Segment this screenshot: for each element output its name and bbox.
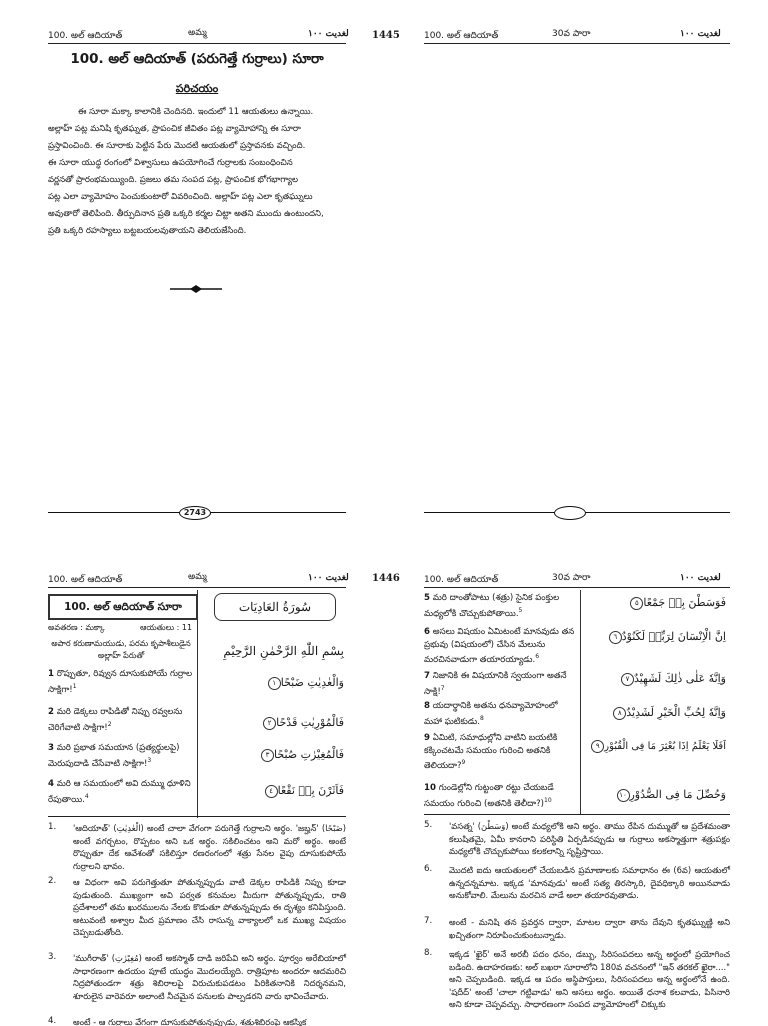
verse-text: రొప్పుతూ, రివ్వున దూసుకుపోయే గుర్రాల సాక్షిగా! xyxy=(48,669,193,695)
footnote xyxy=(48,1016,346,1026)
footnote xyxy=(424,820,730,868)
footnote xyxy=(424,948,730,1024)
column-divider xyxy=(197,590,198,818)
footnote-ref: 1 xyxy=(72,682,77,690)
footnote-number: 2. xyxy=(48,876,57,886)
verse-number: 2 xyxy=(48,707,54,717)
arabic-verse-text: فَالْمُوْرِيٰتِ قَدْحًا xyxy=(276,716,344,729)
footnote-ref: 8 xyxy=(479,714,484,722)
verse-arabic xyxy=(206,748,344,762)
page-bottom-left xyxy=(0,520,400,1026)
verse-row xyxy=(48,668,194,696)
running-header-left: 100. అల్ ఆదియాత్ xyxy=(48,575,123,585)
arabic-verse-text: اِنَّ الْاِنْسَانَ لِرَبِّهٖ لَكَنُوْدٌ xyxy=(621,630,726,643)
footnote xyxy=(48,952,346,1014)
intro-line: అల్లాహ్ పట్ల మనిషి కృతఘ్నత, ప్రాపంచిక జీవితం పట్ల వ్యామోహాన్ని ఈ సూరా xyxy=(48,124,301,134)
verse-row xyxy=(424,782,576,810)
arabic-verse-text: وَحُصِّلَ مَا فِى الصُّدُوْرِ xyxy=(629,788,726,801)
intro-line: ఈ సూరా మక్కా కాలానికి చెందినది. ఇందులో 11 ఆయతులు ఉన్నాయి. xyxy=(78,107,314,117)
footnote-number: 6. xyxy=(424,864,433,874)
sura-title: 100. అల్ ఆదియాత్ సూరా xyxy=(64,601,182,613)
footnote-text: ఇక్కడ 'ఖైర్' అనే అరబీ పదం ధనం, డబ్బు, సిరిసంపదలు అన్న అర్థంలో ప్రయోగించ బడింది. ఉదాహరణకు: అల్ బఖరా సూరాలోని 180వ వచనంలో "ఇన్ తరకల్ ఖైరా...." అని చెప్పబడింది. ఇక్కడ ఆ పదం అస్థిపాస్తులు, సిరిసంపదలు అన్న అర్థంలోనే ఉంది. 'షదీద్' అంటే 'చాలా గట్టివాడు' అని అసలు అర్థం. అయితే ధనాశ కలవాడు, పిసినారి అని కూడా చెప్పవచ్చు. సాధారణంగా సంపద వ్యామోహంలో చిక్కుకు xyxy=(449,949,730,1010)
running-header-mid: 30వ పారా xyxy=(552,573,591,583)
footnote-ref: 5 xyxy=(518,606,523,614)
footnote xyxy=(48,876,346,952)
arabic-verse-text: وَاِنَّهٗ عَلٰى ذٰلِكَ لَشَهِيْدٌ xyxy=(633,672,726,685)
verse-arabic xyxy=(586,788,726,802)
verse-text: యదార్థానికి అతను ధనవ్యామోహంలో మహా ఘటికుడు. xyxy=(424,701,558,727)
arabic-verse-text: فَوَسَطْنَ بِهٖ جَمْعًا xyxy=(643,596,726,609)
running-header-arabic: لغدیت ۱۰۰ xyxy=(680,573,721,583)
verse-text: మరి దాంతోపాటు (శత్రు) సైనిక పంక్తుల మధ్యలోకి చొచ్చుకుపోతాయి. xyxy=(424,593,560,619)
verse-number: 8 xyxy=(424,701,430,711)
verse-number: 1 xyxy=(48,669,54,679)
running-header-left: 100. అల్ ఆదియాత్ xyxy=(424,575,499,585)
footnote-number: 7. xyxy=(424,916,433,926)
ayah-number-marker: ٨ xyxy=(613,707,626,720)
footnote-number: 1. xyxy=(48,822,57,832)
verse-text: ఏమిటి, సమాధుల్లోని వాటిని బయటికి కక్కించటమే సమయం గురించి అతనికి తెలియదా? xyxy=(424,733,558,771)
ayah-number-marker: ٦ xyxy=(609,631,622,644)
footnote-ref: 7 xyxy=(440,684,445,692)
header-rule xyxy=(424,43,730,44)
running-header-mid: అమ్మ xyxy=(188,28,207,38)
ornament-divider-icon xyxy=(170,284,222,294)
verse-text: నిజానికి ఈ విషయానికి స్వయంగా అతనే సాక్షి! xyxy=(424,671,567,697)
verse-text: మరి డెక్కలు రాపిడితో నిప్పు రవ్వలను చెరిగేవాటి సాక్షిగా! xyxy=(48,707,183,733)
footnote-text: మొదటి ఐదు ఆయతులలో చేయబడిన ప్రమాణాలకు సమాధానం ఈ (6వ) ఆయతులో ఉన్నదన్నమాట. ఇక్కడ 'మానవుడు' అంటే సత్య తిరస్కారి, దైవధిక్కారి అయినవాడు అనుకోవాలి. మేలును మరచిన వాడే అలా తయారవుతాడు. xyxy=(449,865,730,901)
verse-row xyxy=(48,706,194,734)
footnote-text: 'ముగీరాత్' (مُغِيْرٰتِ) అంటే అకస్మాత్ దాడి జరిపేవి అని అర్థం. పూర్వం అరేబియాలో సాధారణంగా ఉదయం పూటే యుద్ధం మొదలయ్యేది. రాత్రిపూట అందరూ ఆదమరిచి నిద్రపోతుండగా శత్రు శిబిరాలపై విరుచుకుపడటం పిరికితనానికి నిదర్శనమని, శూరులైన వారెవరూ అలాంటి నీచమైన పనులకు పాల్పడరని వారు భావించేవారు. xyxy=(73,953,346,1001)
verse-arabic xyxy=(206,716,344,730)
sura-title-box xyxy=(48,594,198,620)
ayah-number-marker: ٧ xyxy=(621,673,634,686)
ayah-number-marker: ٤ xyxy=(265,785,278,798)
intro-line: ప్రస్తావించింది. ఈ సూరాకు పెట్టిన పేరు మొదటి ఆయతులో ప్రస్తావనకు వచ్చింది. xyxy=(48,141,306,151)
bismillah-arabic: بِسْمِ اللّٰهِ الرَّحْمٰنِ الرَّحِيْمِ xyxy=(223,644,344,658)
verse-row xyxy=(424,700,576,728)
header-rule xyxy=(424,587,730,588)
running-header-arabic: لغدیت ۱۰۰ xyxy=(308,573,349,583)
footer-page-oval xyxy=(179,506,211,520)
running-header-mid: 30వ పారా xyxy=(552,29,591,39)
arabic-verse-text: وَالْعٰدِيٰتِ ضَبْحًا xyxy=(280,676,344,689)
verse-text: అసలు విషయం ఏమిటంటే మానవుడు తన ప్రభువు (విషయంలో) చేసిన మేలును మరచినవాడుగా తయారయ్యాడు. xyxy=(424,627,575,665)
footnote-ref: 10 xyxy=(544,796,552,804)
verse-row xyxy=(424,670,576,698)
footnote-ref: 9 xyxy=(461,759,466,766)
footnote-ref: 2 xyxy=(107,720,112,728)
verse-text: మరి ప్రభాత సమయాన (ప్రత్యర్థులపై) మెరుపుదాడి చేసేవాటి సాక్షిగా! xyxy=(48,743,180,769)
verse-row xyxy=(48,742,194,770)
arabic-verse-text: اَفَلَا يَعْلَمُ اِذَا بُعْثِرَ مَا فِى الْقُبُوْرِ xyxy=(604,741,726,752)
verse-row xyxy=(424,592,576,620)
verse-arabic xyxy=(586,706,726,720)
footer-page-number: 2743 xyxy=(183,508,207,517)
footer-page-oval xyxy=(554,506,586,520)
page-top-left xyxy=(0,0,400,520)
header-rule xyxy=(48,43,346,44)
footnote-number: 8. xyxy=(424,948,433,958)
intro-line: పట్ల ఎలా వ్యామోహం పెంచుకుంటారో వివరించింది. అల్లాహ్ పట్ల ఎలా కృతఘ్నులు xyxy=(48,192,313,202)
arabic-verse-text: فَالْمُغِيْرٰتِ صُبْحًا xyxy=(274,748,344,761)
arabic-verse-text: وَاِنَّهٗ لِحُبِّ الْخَيْرِ لَشَدِيْدٌ xyxy=(626,706,726,719)
footnote-text: 'వసత్న' (وَسَطْنَ) అంటే మధ్యలోకి అని అర్థం. తాము రేపిన దుమ్ముతో ఆ ప్రదేశమంతా కలుషితమై, ఏమీ కానరాని పరిస్థితి ఏర్పడినప్పుడు ఆ గుర్రాలు అకస్మాత్తుగా శత్రుపక్షం మధ్యలోకి చొచ్చుకుపోయి కలకలాన్ని సృష్టిస్తాయి. xyxy=(449,821,730,857)
ayah-number-marker: ١٠ xyxy=(617,789,630,802)
verse-number: 3 xyxy=(48,743,54,753)
verse-number: 4 xyxy=(48,779,54,789)
verse-row xyxy=(424,626,576,666)
ayah-number-marker: ١ xyxy=(268,677,281,690)
verse-text: మరి ఆ సమయంలో అవి దుమ్ము ధూళిని రేపుతాయి. xyxy=(48,779,191,805)
running-header-arabic: لغدیت ۱۰۰ xyxy=(308,29,349,39)
verses-count: ఆయతులు : 11 xyxy=(140,623,193,632)
verse-arabic xyxy=(586,740,726,753)
footnote-ref: 4 xyxy=(84,792,89,800)
ayah-number-marker: ٥ xyxy=(630,597,643,610)
footnote-ref: 6 xyxy=(535,653,540,660)
header-rule xyxy=(48,587,346,588)
verse-number: 6 xyxy=(424,627,430,637)
bismillah-telugu: అపార కరుణామయుడు, పరమ కృపాశీలుడైన అల్లాహ్ పేరుతో xyxy=(51,639,191,660)
intro-line: ఈ సూరా యుద్ధ రంగంలో విశ్వాసులు ఉపయోగించే గుర్రాలకు సంబంధించిన xyxy=(48,158,293,168)
intro-line: ప్రతి ఒక్కరి రహస్యాలు బట్టబయలవుతాయని తెలియజేసింది. xyxy=(48,226,247,236)
ayah-number-marker: ٣ xyxy=(261,749,274,762)
intro-line: వర్ణనతో ప్రారంభమయ్యింది. ప్రజలు తమ సంపద పట్ల, ప్రాపంచిక భోగభాగ్యాల xyxy=(48,175,299,185)
footnote-rule xyxy=(48,816,346,817)
footnote-number: 5. xyxy=(424,820,433,830)
running-header-left: 100. అల్ ఆదియాత్ xyxy=(48,31,123,41)
verse-row xyxy=(48,778,194,806)
verse-row xyxy=(424,732,576,772)
page-top-right xyxy=(384,0,768,520)
footnote-text: 'ఆదియాత్' (الْعٰدِيٰتِ) అంటే చాలా వేగంగా పరుగెత్తే గుర్రాలని అర్థం. 'జబ్హన్' (ضَبْحًا) అంటే వగర్చటం, రొప్పటం అని ఒక అర్థం. సకిలించటం అని మరో అర్థం. అంటే రొప్పుతూ దేక ఆవేశంతో సకిలిస్తూ రణరంగంలో శత్రు సేనల వైపు దూసుకుపోయే గుర్రాలని భావం. xyxy=(73,823,346,871)
sura-arabic-title-box xyxy=(214,593,336,621)
page-number: 1445 xyxy=(372,30,400,41)
verse-arabic xyxy=(586,596,726,610)
intro-heading: పరిచయం xyxy=(175,82,219,95)
footnote-text: అంటే - మనిషి తన ప్రవర్తన ద్వారా, మాటల ద్వారా తాను దేవుని కృతఘ్నుణ్ణి అని ఖచ్చితంగా నిరూపించుకుంటున్నాడు. xyxy=(449,917,730,940)
footnote-text: ఆ విధంగా అవి పరుగెత్తుతూ పోతున్నప్పుడు వాటి డెక్కల రాపిడికి నిప్పు కూడా పుడుతుంది. ముఖ్యంగా అవి పర్వత కనుమల మీదుగా పోతున్నప్పుడు, రాతి ప్రదేశాలలో తమ ఖురములను నేలకు కొడుతూ పోతున్నప్పుడు ఈ దృశ్యం కనిపిస్తుంది. అటువంటి అశ్వాల మీద ప్రమాణం చేసి రాసున్న వాక్యాలలో ఒక ముఖ్య విషయం చెప్పబడుతోంది. xyxy=(73,877,346,938)
footnote-number: 3. xyxy=(48,952,57,962)
verse-arabic xyxy=(586,630,726,644)
footnote-text: అంటే - ఆ గుర్రాలు వేగంగా దూసుకుపోతున్నప్పుడు, శత్రుశిబిరంపై ఆకస్మిక xyxy=(73,1017,307,1026)
verse-arabic xyxy=(206,784,344,798)
footnote-rule xyxy=(424,814,730,815)
footnote xyxy=(48,822,346,882)
verse-text: గుండెల్లోని గుట్టంతా రట్టు చేయబడే సమయం గురించి (అతనికి తెలీదా?) xyxy=(424,783,554,809)
footnote xyxy=(424,916,730,946)
verse-arabic xyxy=(586,672,726,686)
column-divider xyxy=(580,590,581,814)
intro-line: అవుతారో తెలిపింది. తీర్పుదినాన ప్రతి ఒక్కరి కర్మల చిట్టా అతని ముందు ఉంటుందని, xyxy=(48,209,324,219)
verse-arabic xyxy=(206,676,344,690)
intro-paragraph xyxy=(48,104,346,240)
verse-number: 7 xyxy=(424,671,430,681)
page-bottom-right xyxy=(384,520,768,1024)
footnote-ref: 3 xyxy=(147,756,152,764)
ayah-number-marker: ٩ xyxy=(591,740,604,753)
footnote-number: 4. xyxy=(48,1016,57,1026)
revelation-info: అవతరణ : మక్కా xyxy=(48,623,105,632)
sura-title: 100. అల్ ఆదియాత్ (పరుగెత్తే గుర్రాలు) సూరా xyxy=(70,51,324,67)
running-header-mid: అమ్మ xyxy=(188,572,207,582)
ayah-number-marker: ٢ xyxy=(263,717,276,730)
verse-number: 9 xyxy=(424,733,430,743)
sura-arabic-title: سُورَةُ العَادِيَات xyxy=(238,600,312,614)
verse-number: 10 xyxy=(424,783,436,793)
arabic-verse-text: فَاَثَرْنَ بِهٖ نَقْعًا xyxy=(277,784,344,797)
footnote xyxy=(424,864,730,912)
page-number: 1446 xyxy=(372,573,400,584)
running-header-arabic: لغدیت ۱۰۰ xyxy=(680,29,721,39)
running-header-left: 100. అల్ ఆదియాత్ xyxy=(424,31,499,41)
verse-number: 5 xyxy=(424,593,430,603)
